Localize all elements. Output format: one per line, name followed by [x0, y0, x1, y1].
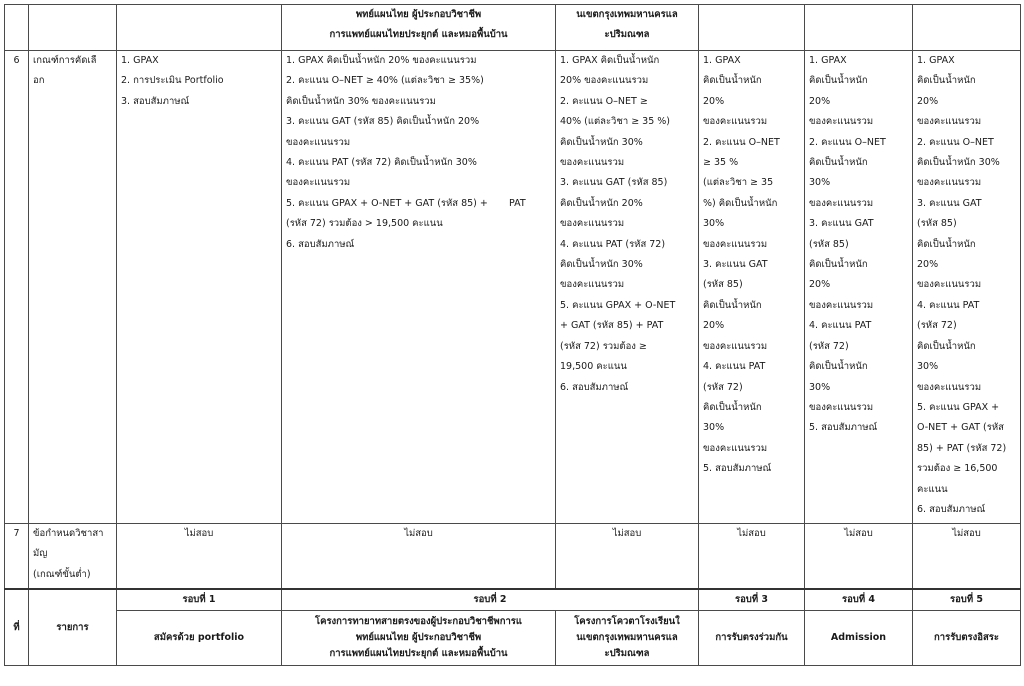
criteria-line: 3. คะแนน GAT (รหัส 85)	[560, 177, 668, 189]
criteria-line: 85) + PAT (รหัส 72)	[917, 442, 1007, 454]
round-4-label: รอบที่ 4	[805, 589, 913, 611]
top-col3-line: นเขตกรุงเทพมหานครแล	[576, 9, 678, 20]
criteria-line: 30%	[809, 381, 831, 393]
criteria-line: (แต่ละวิชา ≥ 35	[703, 177, 774, 189]
criteria-line: 2. การประเมิน Portfolio	[121, 75, 224, 87]
round-header-row	[5, 589, 1021, 611]
criteria-line: คิดเป็นน้ำหนัก	[917, 238, 976, 250]
admission-criteria-table	[4, 4, 1021, 666]
criteria-line: 2. คะแนน O–NET	[917, 136, 994, 148]
program-name-line: โครงการโควตาโรงเรียนใ	[574, 616, 680, 628]
top-num-cell	[5, 5, 29, 51]
criteria-col5	[805, 51, 913, 524]
row-number: 6	[5, 51, 29, 524]
top-col5-cell	[805, 5, 913, 51]
criteria-line: 4. คะแนน PAT (รหัส 72) คิดเป็นน้ำหนัก 30%	[286, 157, 477, 169]
criteria-line: O-NET + GAT (รหัส	[917, 422, 1004, 434]
criteria-line: คิดเป็นน้ำหนัก	[809, 157, 868, 169]
criteria-line: คิดเป็นน้ำหนัก	[809, 259, 868, 271]
criteria-line: ของคะแนนรวม	[809, 116, 874, 128]
criteria-col1	[117, 51, 282, 524]
criteria-line: 5. สอบสัมภาษณ์	[809, 422, 878, 434]
criteria-line: 3. คะแนน GAT	[703, 259, 768, 271]
criteria-line: 20%	[809, 279, 831, 291]
top-col6-cell	[913, 5, 1021, 51]
criteria-line: 1. GPAX	[703, 55, 741, 66]
program-name-line: Admission	[830, 632, 887, 644]
criteria-line: (รหัส 85)	[809, 238, 849, 250]
criteria-line: ของคะแนนรวม	[809, 401, 874, 413]
criteria-line: 20% ของคะแนนรวม	[560, 75, 649, 87]
header-num-cell: ที่	[5, 589, 29, 666]
criteria-line: 1. GPAX คิดเป็นน้ำหนัก 20% ของคะแนนรวม	[286, 55, 477, 66]
criteria-line: 1. GPAX	[917, 55, 955, 66]
criteria-line: 4. คะแนน PAT	[703, 361, 766, 373]
criteria-line: 30%	[703, 422, 725, 434]
criteria-line: คิดเป็นน้ำหนัก 30%	[560, 136, 643, 148]
criteria-line: 3. คะแนน GAT	[809, 218, 874, 230]
program-name-line: การรับตรงร่วมกัน	[715, 632, 788, 644]
row-label-line: อก	[33, 75, 45, 87]
program-independent-direct	[913, 611, 1021, 666]
criteria-line: 4. คะแนน PAT	[809, 320, 872, 332]
criteria-line: 2. คะแนน O–NET	[809, 136, 886, 148]
program-name-line: การแพทย์แผนไทยประยุกต์ และหมอพื้นบ้าน	[329, 648, 508, 660]
criteria-line: คิดเป็นน้ำหนัก	[917, 75, 976, 87]
criteria-line: ≥ 35 %	[703, 157, 739, 169]
program-name-line: พทย์แผนไทย ผู้ประกอบวิชาชีพ	[355, 632, 482, 644]
criteria-line: 3. คะแนน GAT (รหัส 85) คิดเป็นน้ำหนัก 20%	[286, 116, 480, 128]
criteria-line: ของคะแนนรวม	[703, 238, 768, 250]
criteria-line: ของคะแนนรวม	[703, 442, 768, 454]
criteria-line: 5. สอบสัมภาษณ์	[703, 463, 772, 475]
top-label-cell	[29, 5, 117, 51]
row-label-line: มัญ	[33, 548, 48, 560]
top-col2-line: พทย์แผนไทย ผู้ประกอบวิชาชีพ	[355, 9, 482, 20]
top-col4-cell	[699, 5, 805, 51]
criteria-line: ของคะแนนรวม	[917, 279, 982, 291]
criteria-line: (รหัส 72)	[809, 340, 849, 352]
no-exam-cell: ไม่สอบ	[117, 524, 282, 590]
top-col3-cell	[556, 5, 699, 51]
continued-header-row	[5, 5, 1021, 51]
criteria-line: 30%	[703, 218, 725, 230]
criteria-line: ของคะแนนรวม	[560, 218, 625, 230]
criteria-line: คิดเป็นน้ำหนัก	[917, 340, 976, 352]
program-name-line: การรับตรงอิสระ	[934, 632, 999, 644]
program-name-line: นเขตกรุงเทพมหานครแล	[576, 632, 678, 644]
criteria-line: 3. สอบสัมภาษณ์	[121, 95, 190, 107]
round-3-label: รอบที่ 3	[699, 589, 805, 611]
criteria-line: 1. GPAX	[121, 55, 159, 66]
criteria-col3	[556, 51, 699, 524]
criteria-line: 5. คะแนน GPAX + O-NET + GAT (รหัส 85) + PAT	[286, 197, 526, 209]
criteria-line: (รหัส 72) รวมต้อง > 19,500 คะแนน	[286, 218, 443, 230]
criteria-line: คิดเป็นน้ำหนัก	[809, 361, 868, 373]
row-label-line: (เกณฑ์ขั้นต่ำ)	[33, 568, 91, 580]
criteria-line: 3. คะแนน GAT	[917, 197, 982, 209]
criteria-line: (รหัส 85)	[917, 218, 957, 230]
criteria-line: ของคะแนนรวม	[917, 381, 982, 393]
no-exam-cell: ไม่สอบ	[805, 524, 913, 590]
program-joint-direct	[699, 611, 805, 666]
criteria-line: 5. คะแนน GPAX + O-NET	[560, 299, 676, 311]
criteria-line: 6. สอบสัมภาษณ์	[286, 238, 355, 250]
criteria-line: คิดเป็นน้ำหนัก 20%	[560, 197, 643, 209]
criteria-line: ของคะแนนรวม	[703, 340, 768, 352]
criteria-line: คิดเป็นน้ำหนัก	[703, 299, 762, 311]
criteria-line: + GAT (รหัส 85) + PAT	[560, 320, 664, 332]
no-exam-cell: ไม่สอบ	[913, 524, 1021, 590]
criteria-line: 4. คะแนน PAT	[917, 299, 980, 311]
round-2-label: รอบที่ 2	[282, 589, 699, 611]
criteria-line: 5. คะแนน GPAX +	[917, 401, 1000, 413]
row-7-general-subjects	[5, 524, 1021, 590]
criteria-line: (รหัส 72) รวมต้อง ≥	[560, 340, 647, 352]
program-thai-medicine-heirs	[282, 611, 556, 666]
criteria-line: 6. สอบสัมภาษณ์	[560, 381, 629, 393]
criteria-line: 20%	[703, 95, 725, 107]
criteria-line: 20%	[703, 320, 725, 332]
row-label	[29, 51, 117, 524]
criteria-line: ของคะแนนรวม	[286, 136, 351, 148]
criteria-line: %) คิดเป็นน้ำหนัก	[703, 197, 778, 209]
program-name-line: โครงการทายาทสายตรงของผู้ประกอบวิชาชีพการแ	[314, 616, 523, 628]
criteria-line: คิดเป็นน้ำหนัก 30%	[917, 157, 1000, 169]
top-col2-cell	[282, 5, 556, 51]
program-name-line: สมัครด้วย portfolio	[153, 632, 245, 644]
criteria-col2	[282, 51, 556, 524]
criteria-line: ของคะแนนรวม	[809, 197, 874, 209]
program-name-row	[5, 611, 1021, 666]
criteria-line: ของคะแนนรวม	[560, 279, 625, 291]
criteria-line: 20%	[809, 95, 831, 107]
criteria-line: 20%	[917, 259, 939, 271]
criteria-line: คิดเป็นน้ำหนัก	[703, 75, 762, 87]
criteria-line: 1. GPAX	[809, 55, 847, 66]
row-label	[29, 524, 117, 590]
criteria-line: 6. สอบสัมภาษณ์	[917, 503, 986, 515]
row-number: 7	[5, 524, 29, 590]
no-exam-cell: ไม่สอบ	[699, 524, 805, 590]
criteria-line: 2. คะแนน O–NET	[703, 136, 780, 148]
criteria-line: 30%	[809, 177, 831, 189]
program-admission	[805, 611, 913, 666]
top-col1-cell	[117, 5, 282, 51]
criteria-line: ของคะแนนรวม	[917, 177, 982, 189]
criteria-line: คิดเป็นน้ำหนัก	[703, 401, 762, 413]
header-item-cell: รายการ	[29, 589, 117, 666]
criteria-line: 2. คะแนน O–NET ≥	[560, 95, 648, 107]
criteria-line: 4. คะแนน PAT (รหัส 72)	[560, 238, 666, 250]
top-col3-line: ะปริมณฑล	[604, 29, 650, 41]
criteria-col6	[913, 51, 1021, 524]
criteria-line: 40% (แต่ละวิชา ≥ 35 %)	[560, 116, 671, 128]
criteria-line: รวมต้อง ≥ 16,500	[917, 463, 998, 475]
criteria-line: คะแนน	[917, 483, 948, 495]
criteria-line: ของคะแนนรวม	[809, 299, 874, 311]
criteria-line: (รหัส 72)	[917, 320, 957, 332]
criteria-line: ของคะแนนรวม	[560, 157, 625, 169]
criteria-line: (รหัส 72)	[703, 381, 743, 393]
criteria-line: 1. GPAX คิดเป็นน้ำหนัก	[560, 55, 660, 66]
criteria-line: 20%	[917, 95, 939, 107]
program-portfolio	[117, 611, 282, 666]
program-bangkok-school-quota	[556, 611, 699, 666]
criteria-line: (รหัส 85)	[703, 279, 743, 291]
round-5-label: รอบที่ 5	[913, 589, 1021, 611]
criteria-line: ของคะแนนรวม	[703, 116, 768, 128]
criteria-line: ของคะแนนรวม	[286, 177, 351, 189]
no-exam-cell: ไม่สอบ	[282, 524, 556, 590]
round-1-label: รอบที่ 1	[117, 589, 282, 611]
criteria-line: คิดเป็นน้ำหนัก 30% ของคะแนนรวม	[286, 95, 436, 107]
criteria-col4	[699, 51, 805, 524]
top-col2-line: การแพทย์แผนไทยประยุกต์ และหมอพื้นบ้าน	[329, 29, 508, 41]
row-label-line: เกณฑ์การคัดเลื	[33, 55, 97, 66]
program-name-line: ะปริมณฑล	[604, 648, 650, 660]
criteria-line: 2. คะแนน O–NET ≥ 40% (แต่ละวิชา ≥ 35%)	[286, 75, 484, 87]
criteria-line: 30%	[917, 361, 939, 373]
criteria-line: ของคะแนนรวม	[917, 116, 982, 128]
no-exam-cell: ไม่สอบ	[556, 524, 699, 590]
criteria-line: 19,500 คะแนน	[560, 361, 627, 373]
row-6-selection-criteria	[5, 51, 1021, 524]
criteria-line: คิดเป็นน้ำหนัก 30%	[560, 259, 643, 271]
row-label-line: ข้อกำหนดวิชาสา	[33, 528, 104, 539]
criteria-line: คิดเป็นน้ำหนัก	[809, 75, 868, 87]
